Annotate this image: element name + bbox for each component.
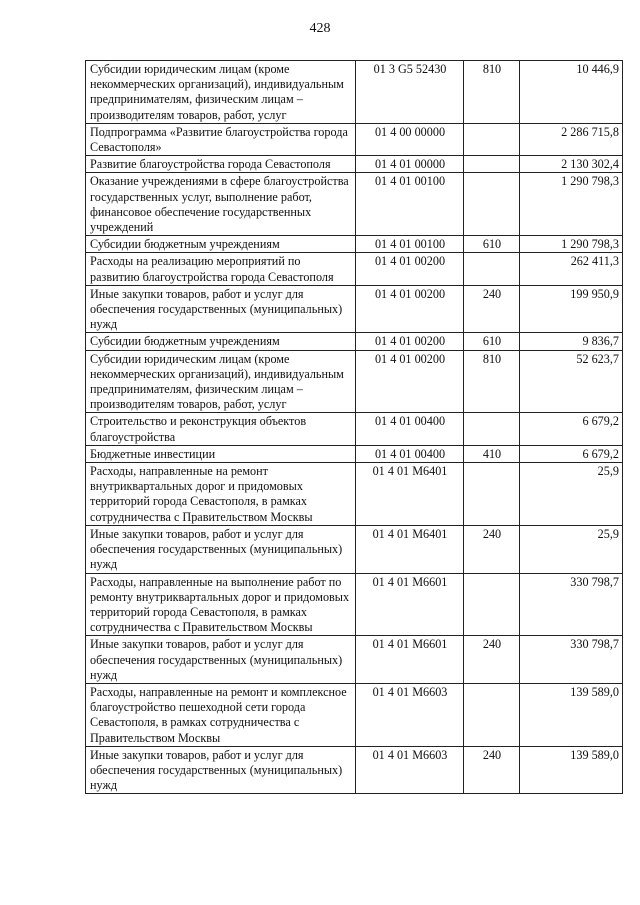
row-name: Бюджетные инвестиции <box>86 445 356 462</box>
row-amount: 9 836,7 <box>520 333 623 350</box>
row-name: Оказание учреждениями в сфере благоустройства государственных услуг, выполнение работ, финансовое обеспечение государственных учреждений <box>86 173 356 236</box>
row-name: Подпрограмма «Развитие благоустройства города Севастополя» <box>86 123 356 155</box>
row-name: Субсидии юридическим лицам (кроме некоммерческих организаций), индивидуальным предпринимателям, физическим лицам – производителям товаров, работ, услуг <box>86 61 356 124</box>
row-expense-type: 610 <box>464 236 520 253</box>
row-expense-type <box>464 573 520 636</box>
table-row <box>86 173 623 236</box>
row-name: Расходы, направленные на ремонт и комплексное благоустройство пешеходной сети города Севастополя, в рамках сотрудничества с Правительством Москвы <box>86 683 356 746</box>
row-code: 01 4 01 00100 <box>356 173 464 236</box>
row-amount: 199 950,9 <box>520 285 623 333</box>
budget-table-body <box>86 61 623 794</box>
table-row <box>86 350 623 413</box>
row-amount: 25,9 <box>520 463 623 526</box>
table-row <box>86 253 623 285</box>
row-code: 01 4 01 M6601 <box>356 573 464 636</box>
row-expense-type <box>464 173 520 236</box>
row-amount: 262 411,3 <box>520 253 623 285</box>
row-expense-type <box>464 683 520 746</box>
row-code: 01 4 01 00100 <box>356 236 464 253</box>
row-amount: 2 130 302,4 <box>520 156 623 173</box>
table-row <box>86 236 623 253</box>
row-code: 01 4 01 00200 <box>356 333 464 350</box>
row-amount: 2 286 715,8 <box>520 123 623 155</box>
row-amount: 139 589,0 <box>520 746 623 794</box>
row-name: Субсидии юридическим лицам (кроме некоммерческих организаций), индивидуальным предпринимателям, физическим лицам – производителям товаров, работ, услуг <box>86 350 356 413</box>
table-row <box>86 683 623 746</box>
row-amount: 25,9 <box>520 525 623 573</box>
table-row <box>86 333 623 350</box>
budget-table <box>85 60 623 794</box>
row-expense-type <box>464 156 520 173</box>
row-amount: 330 798,7 <box>520 573 623 636</box>
table-row <box>86 61 623 124</box>
row-expense-type <box>464 123 520 155</box>
row-amount: 330 798,7 <box>520 636 623 684</box>
row-code: 01 4 01 00000 <box>356 156 464 173</box>
row-expense-type: 240 <box>464 525 520 573</box>
row-expense-type: 810 <box>464 61 520 124</box>
row-amount: 6 679,2 <box>520 413 623 445</box>
row-code: 01 4 00 00000 <box>356 123 464 155</box>
row-amount: 1 290 798,3 <box>520 173 623 236</box>
table-row <box>86 445 623 462</box>
row-code: 01 4 01 M6603 <box>356 746 464 794</box>
row-code: 01 4 01 M6603 <box>356 683 464 746</box>
row-name: Иные закупки товаров, работ и услуг для обеспечения государственных (муниципальных) нужд <box>86 285 356 333</box>
page-number: 428 <box>309 21 331 36</box>
row-code: 01 4 01 M6401 <box>356 463 464 526</box>
row-expense-type: 610 <box>464 333 520 350</box>
row-expense-type: 240 <box>464 746 520 794</box>
row-code: 01 4 01 00400 <box>356 445 464 462</box>
row-code: 01 3 G5 52430 <box>356 61 464 124</box>
row-code: 01 4 01 00200 <box>356 350 464 413</box>
row-name: Иные закупки товаров, работ и услуг для обеспечения государственных (муниципальных) нужд <box>86 636 356 684</box>
row-code: 01 4 01 M6401 <box>356 525 464 573</box>
row-name: Строительство и реконструкция объектов благоустройства <box>86 413 356 445</box>
table-row <box>86 413 623 445</box>
row-name: Иные закупки товаров, работ и услуг для обеспечения государственных (муниципальных) нужд <box>86 525 356 573</box>
row-name: Развитие благоустройства города Севастополя <box>86 156 356 173</box>
row-amount: 1 290 798,3 <box>520 236 623 253</box>
table-row <box>86 573 623 636</box>
table-row <box>86 636 623 684</box>
row-amount: 10 446,9 <box>520 61 623 124</box>
row-expense-type <box>464 463 520 526</box>
row-name: Субсидии бюджетным учреждениям <box>86 333 356 350</box>
row-amount: 52 623,7 <box>520 350 623 413</box>
table-row <box>86 463 623 526</box>
table-row <box>86 525 623 573</box>
row-expense-type: 240 <box>464 636 520 684</box>
row-name: Расходы, направленные на выполнение работ по ремонту внутриквартальных дорог и придомовых территорий города Севастополя, в рамках сотрудничества с Правительством Москвы <box>86 573 356 636</box>
table-row <box>86 285 623 333</box>
row-name: Расходы, направленные на ремонт внутриквартальных дорог и придомовых территорий города Севастополя, в рамках сотрудничества с Правительством Москвы <box>86 463 356 526</box>
table-row <box>86 746 623 794</box>
row-expense-type: 240 <box>464 285 520 333</box>
row-expense-type: 410 <box>464 445 520 462</box>
row-name: Иные закупки товаров, работ и услуг для обеспечения государственных (муниципальных) нужд <box>86 746 356 794</box>
row-amount: 6 679,2 <box>520 445 623 462</box>
row-expense-type <box>464 253 520 285</box>
row-code: 01 4 01 M6601 <box>356 636 464 684</box>
row-code: 01 4 01 00200 <box>356 253 464 285</box>
row-name: Расходы на реализацию мероприятий по развитию благоустройства города Севастополя <box>86 253 356 285</box>
row-amount: 139 589,0 <box>520 683 623 746</box>
row-code: 01 4 01 00200 <box>356 285 464 333</box>
row-expense-type <box>464 413 520 445</box>
table-row <box>86 123 623 155</box>
row-expense-type: 810 <box>464 350 520 413</box>
row-code: 01 4 01 00400 <box>356 413 464 445</box>
table-row <box>86 156 623 173</box>
row-name: Субсидии бюджетным учреждениям <box>86 236 356 253</box>
